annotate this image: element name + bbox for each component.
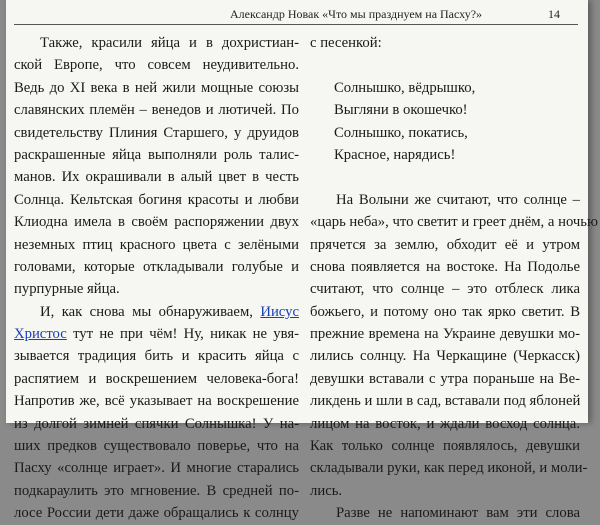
- text-line: лицом на восток, и ждали восход солнца.: [310, 415, 580, 432]
- text-line: распятием и воскрешением человека-бога!: [14, 370, 299, 387]
- text-line: зывается традиция бить и красить яйца с: [14, 348, 299, 365]
- text-line: ших предков существовало поверье, что на: [14, 438, 299, 455]
- text-line: из долгой зимней спячки Солнышка! У на-: [14, 415, 299, 432]
- text-line: прежние времена на Украине девушки мо-: [310, 326, 580, 343]
- text-line: считают, что солнце – это отблеск лика: [310, 281, 580, 298]
- text-line: лись.: [310, 482, 343, 499]
- header-rule: [14, 24, 578, 25]
- text-line: с песенкой:: [310, 35, 382, 51]
- text-line: пурпурные яйца.: [14, 281, 120, 298]
- running-title: Александр Новак «Что мы празднуем на Пасху?»: [230, 7, 483, 21]
- link-christ[interactable]: Христос: [14, 326, 67, 343]
- text-line: неземных птиц красного цвета с зелёными: [14, 236, 299, 253]
- text-line: Ведь до XI века в ней жили мощные союзы: [14, 79, 299, 96]
- right-column: [310, 32, 598, 525]
- page-number: 14: [548, 7, 560, 21]
- text-line: Как только солнце появлялось, девушки: [310, 438, 580, 455]
- verse-line: Солнышко, вёдрышко,: [334, 79, 476, 96]
- text-line: [14, 301, 299, 323]
- text-line: складывали руки, как перед иконой, и моли-: [310, 460, 588, 477]
- book-page: [6, 0, 598, 522]
- spacer: [310, 54, 580, 76]
- text-line: На Волыни же считают, что солнце –: [336, 191, 580, 208]
- text-line: «царь неба», что светит и греет днём, а ночью: [310, 214, 598, 231]
- text-line: Также, красили яйца и в дохристиан-: [40, 35, 299, 51]
- text-line: Клиодна имела в своём распоряжении двух: [14, 214, 299, 231]
- spacer: [310, 166, 580, 188]
- text-line: [14, 323, 299, 345]
- text-line: Солнца. Кельтская богиня красоты и любви: [14, 191, 299, 208]
- text-line: головами, которые откладывали голубые и: [14, 258, 299, 275]
- text-line: девушки вставали с утра пораньше на Ве-: [310, 370, 580, 387]
- text-line: Напротив же, всё указывает на воскрешение: [14, 393, 299, 410]
- text-line: свидетельству Плиния Старшего, у друидов: [14, 124, 299, 141]
- text-line: ликдень и шли в сад, вставали под яблоней: [310, 393, 581, 410]
- text-fragment: тут не при чём! Ну, никак не увя-: [73, 326, 299, 343]
- text-line: манов. Их окрашивали в алый цвет в честь: [14, 169, 299, 186]
- text-fragment: И, как снова мы обнаруживаем,: [40, 303, 253, 320]
- text-line: ской Европе, что совсем неудивительно.: [14, 57, 299, 74]
- text-line: снова появляется на востоке. На Подолье: [310, 258, 580, 275]
- text-line: славянских племён – венедов и лютичей. По: [14, 102, 299, 119]
- verse-line: Красное, нарядись!: [334, 146, 456, 163]
- text-line: подкараулить это мгновение. В средней по-: [14, 482, 299, 499]
- left-column: [14, 32, 299, 525]
- text-line: лились солнцу. На Черкащине (Черкасск): [310, 348, 580, 365]
- text-line: Разве не напоминают вам эти слова: [336, 505, 580, 522]
- verse-line: Выгляни в окошечко!: [334, 102, 468, 119]
- link-jesus[interactable]: Иисус: [260, 303, 299, 320]
- text-line: божьего, и потому оно так ярко светит. В: [310, 303, 580, 320]
- text-line: прячется за землю, обходит её и утром: [310, 236, 580, 253]
- page-header: [6, 3, 588, 25]
- verse-line: Солнышко, покатись,: [334, 124, 468, 141]
- text-line: лосе России дети даже обращались к солнцу: [14, 505, 299, 522]
- text-line: раскрашенные яйца выполняли роль талис-: [14, 146, 299, 163]
- text-line: Пасху «солнце играет». И многие старались: [14, 460, 299, 477]
